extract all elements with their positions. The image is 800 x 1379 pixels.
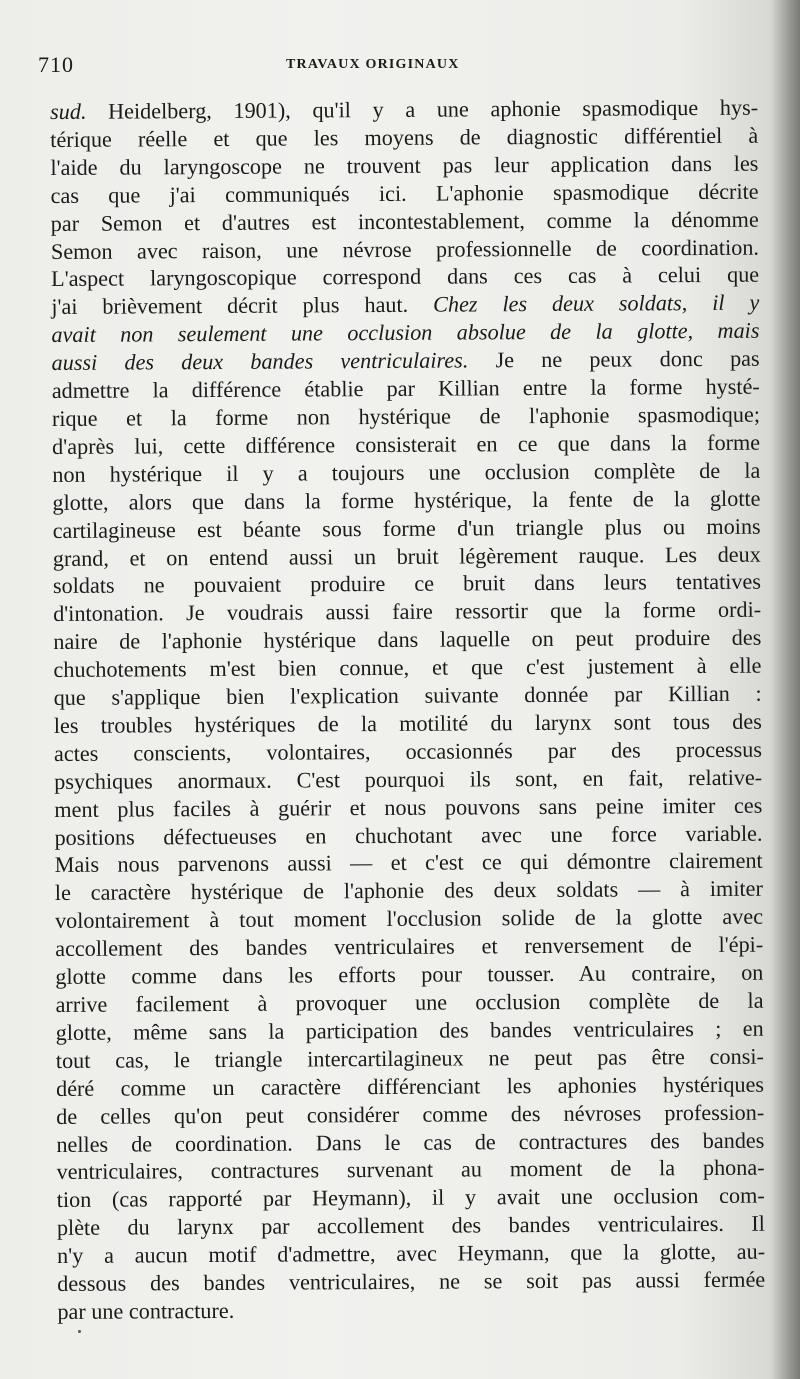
- page-number: 710: [38, 52, 74, 77]
- text-line: dessous des bandes ventriculaires, ne se soit pas aussi fermée: [57, 1266, 766, 1297]
- text-line: le caractère hystérique de l'aphonie des deux soldats — à imiter: [54, 876, 763, 906]
- text-line: cas que j'ai communiqués ici. L'aphonie spasmodique décrite: [50, 178, 759, 208]
- text-line: j'ai brièvement décrit plus haut. Chez les deux soldats, il y: [51, 290, 760, 320]
- text-line: sud. Heidelberg, 1901), qu'il y a une aphonie spasmodique hys-: [50, 94, 759, 124]
- text-line: térique réelle et que les moyens de diagnostic différentiel à: [50, 122, 759, 152]
- text-line: positions défectueuses en chuchotant avec une force variable.: [54, 820, 763, 850]
- text-line: soldats ne pouvaient produire ce bruit dans leurs tentatives: [52, 569, 762, 599]
- text-line: d'intonation. Je voudrais aussi faire ressortir que la forme ordi-: [53, 596, 762, 627]
- page-header: [38, 52, 758, 82]
- text-line: grand, et on entend aussi un bruit légèrement rauque. Les deux: [52, 541, 761, 571]
- text-line: d'après lui, cette différence consisterait en ce que dans la forme: [52, 429, 761, 459]
- text-line: par une contracture.: [57, 1297, 235, 1324]
- text-line: Mais nous parvenons aussi — et c'est ce qui démontre clairement: [54, 848, 763, 878]
- running-title: TRAVAUX ORIGINAUX: [286, 57, 460, 72]
- text-line: naire de l'aphonie hystérique dans laquelle on peut produire des: [53, 624, 762, 655]
- text-line: arrive facilement à provoquer une occlusion complète de la: [55, 987, 764, 1017]
- text-line: admettre la différence établie par Killian entre la forme hysté-: [51, 373, 760, 404]
- margin-speck: [78, 1330, 81, 1333]
- text-line: tion (cas rapporté par Heymann), il y avait une occlusion com-: [56, 1182, 765, 1213]
- text-line: chuchotements m'est bien connue, et que c'est justement à elle: [53, 652, 762, 683]
- text-line: non hystérique il y a toujours une occlusion complète de la: [52, 457, 761, 487]
- text-line: rique et la forme non hystérique de l'aphonie spasmodique;: [51, 401, 761, 431]
- text-line: psychiques anormaux. C'est pourquoi ils sont, en fait, relative-: [54, 764, 763, 794]
- text-line: nelles de coordination. Dans le cas de contractures des bandes: [56, 1127, 765, 1157]
- text-line: volontairement à tout moment l'occlusion solide de la glotte avec: [54, 903, 764, 934]
- text-line: glotte, même sans la participation des bandes ventriculaires ; en: [55, 1015, 764, 1045]
- text-line: déré comme un caractère différenciant les aphonies hystériques: [55, 1071, 765, 1101]
- text-line: Semon avec raison, une névrose professionnelle de coordination.: [50, 234, 759, 264]
- text-line: ment plus faciles à guérir et nous pouvons sans peine imiter ces: [54, 792, 763, 822]
- text-line: plète du larynx par accollement des bandes ventriculaires. Il: [56, 1210, 765, 1241]
- text-line: n'y a aucun motif d'admettre, avec Heymann, que la glotte, au-: [56, 1238, 766, 1269]
- text-line: l'aide du laryngoscope ne trouvent pas leur application dans les: [50, 150, 759, 180]
- text-line: de celles qu'on peut considérer comme des névroses profession-: [56, 1099, 765, 1129]
- text-line: accollement des bandes ventriculaires et renversement de l'épi-: [55, 931, 764, 962]
- text-line: glotte comme dans les efforts pour tousser. Au contraire, on: [55, 959, 764, 990]
- text-line: les troubles hystériques de la motilité du larynx sont tous des: [53, 708, 762, 738]
- text-line: ventriculaires, contractures survenant au moment de la phona-: [56, 1155, 765, 1185]
- text-line: avait non seulement une occlusion absolue de la glotte, mais: [51, 317, 760, 348]
- text-line: cartilagineuse est béante sous forme d'un triangle plus ou moins: [52, 513, 761, 543]
- text-line: que s'applique bien l'explication suivante donnée par Killian :: [53, 680, 762, 711]
- page-gutter-shadow: [772, 0, 800, 1379]
- text-line: glotte, alors que dans la forme hystérique, la fente de la glotte: [52, 485, 761, 515]
- text-line: par Semon et d'autres est incontestablement, comme la dénomme: [50, 206, 759, 236]
- text-line: aussi des deux bandes ventriculaires. Je ne peux donc pas: [51, 345, 760, 376]
- text-line: tout cas, le triangle intercartilagineux ne peut pas être consi-: [55, 1043, 764, 1073]
- text-line: L'aspect laryngoscopique correspond dans ces cas à celui que: [51, 262, 760, 292]
- text-line: actes conscients, volontaires, occasionnés par des processus: [53, 736, 763, 766]
- body-text: [50, 94, 765, 1326]
